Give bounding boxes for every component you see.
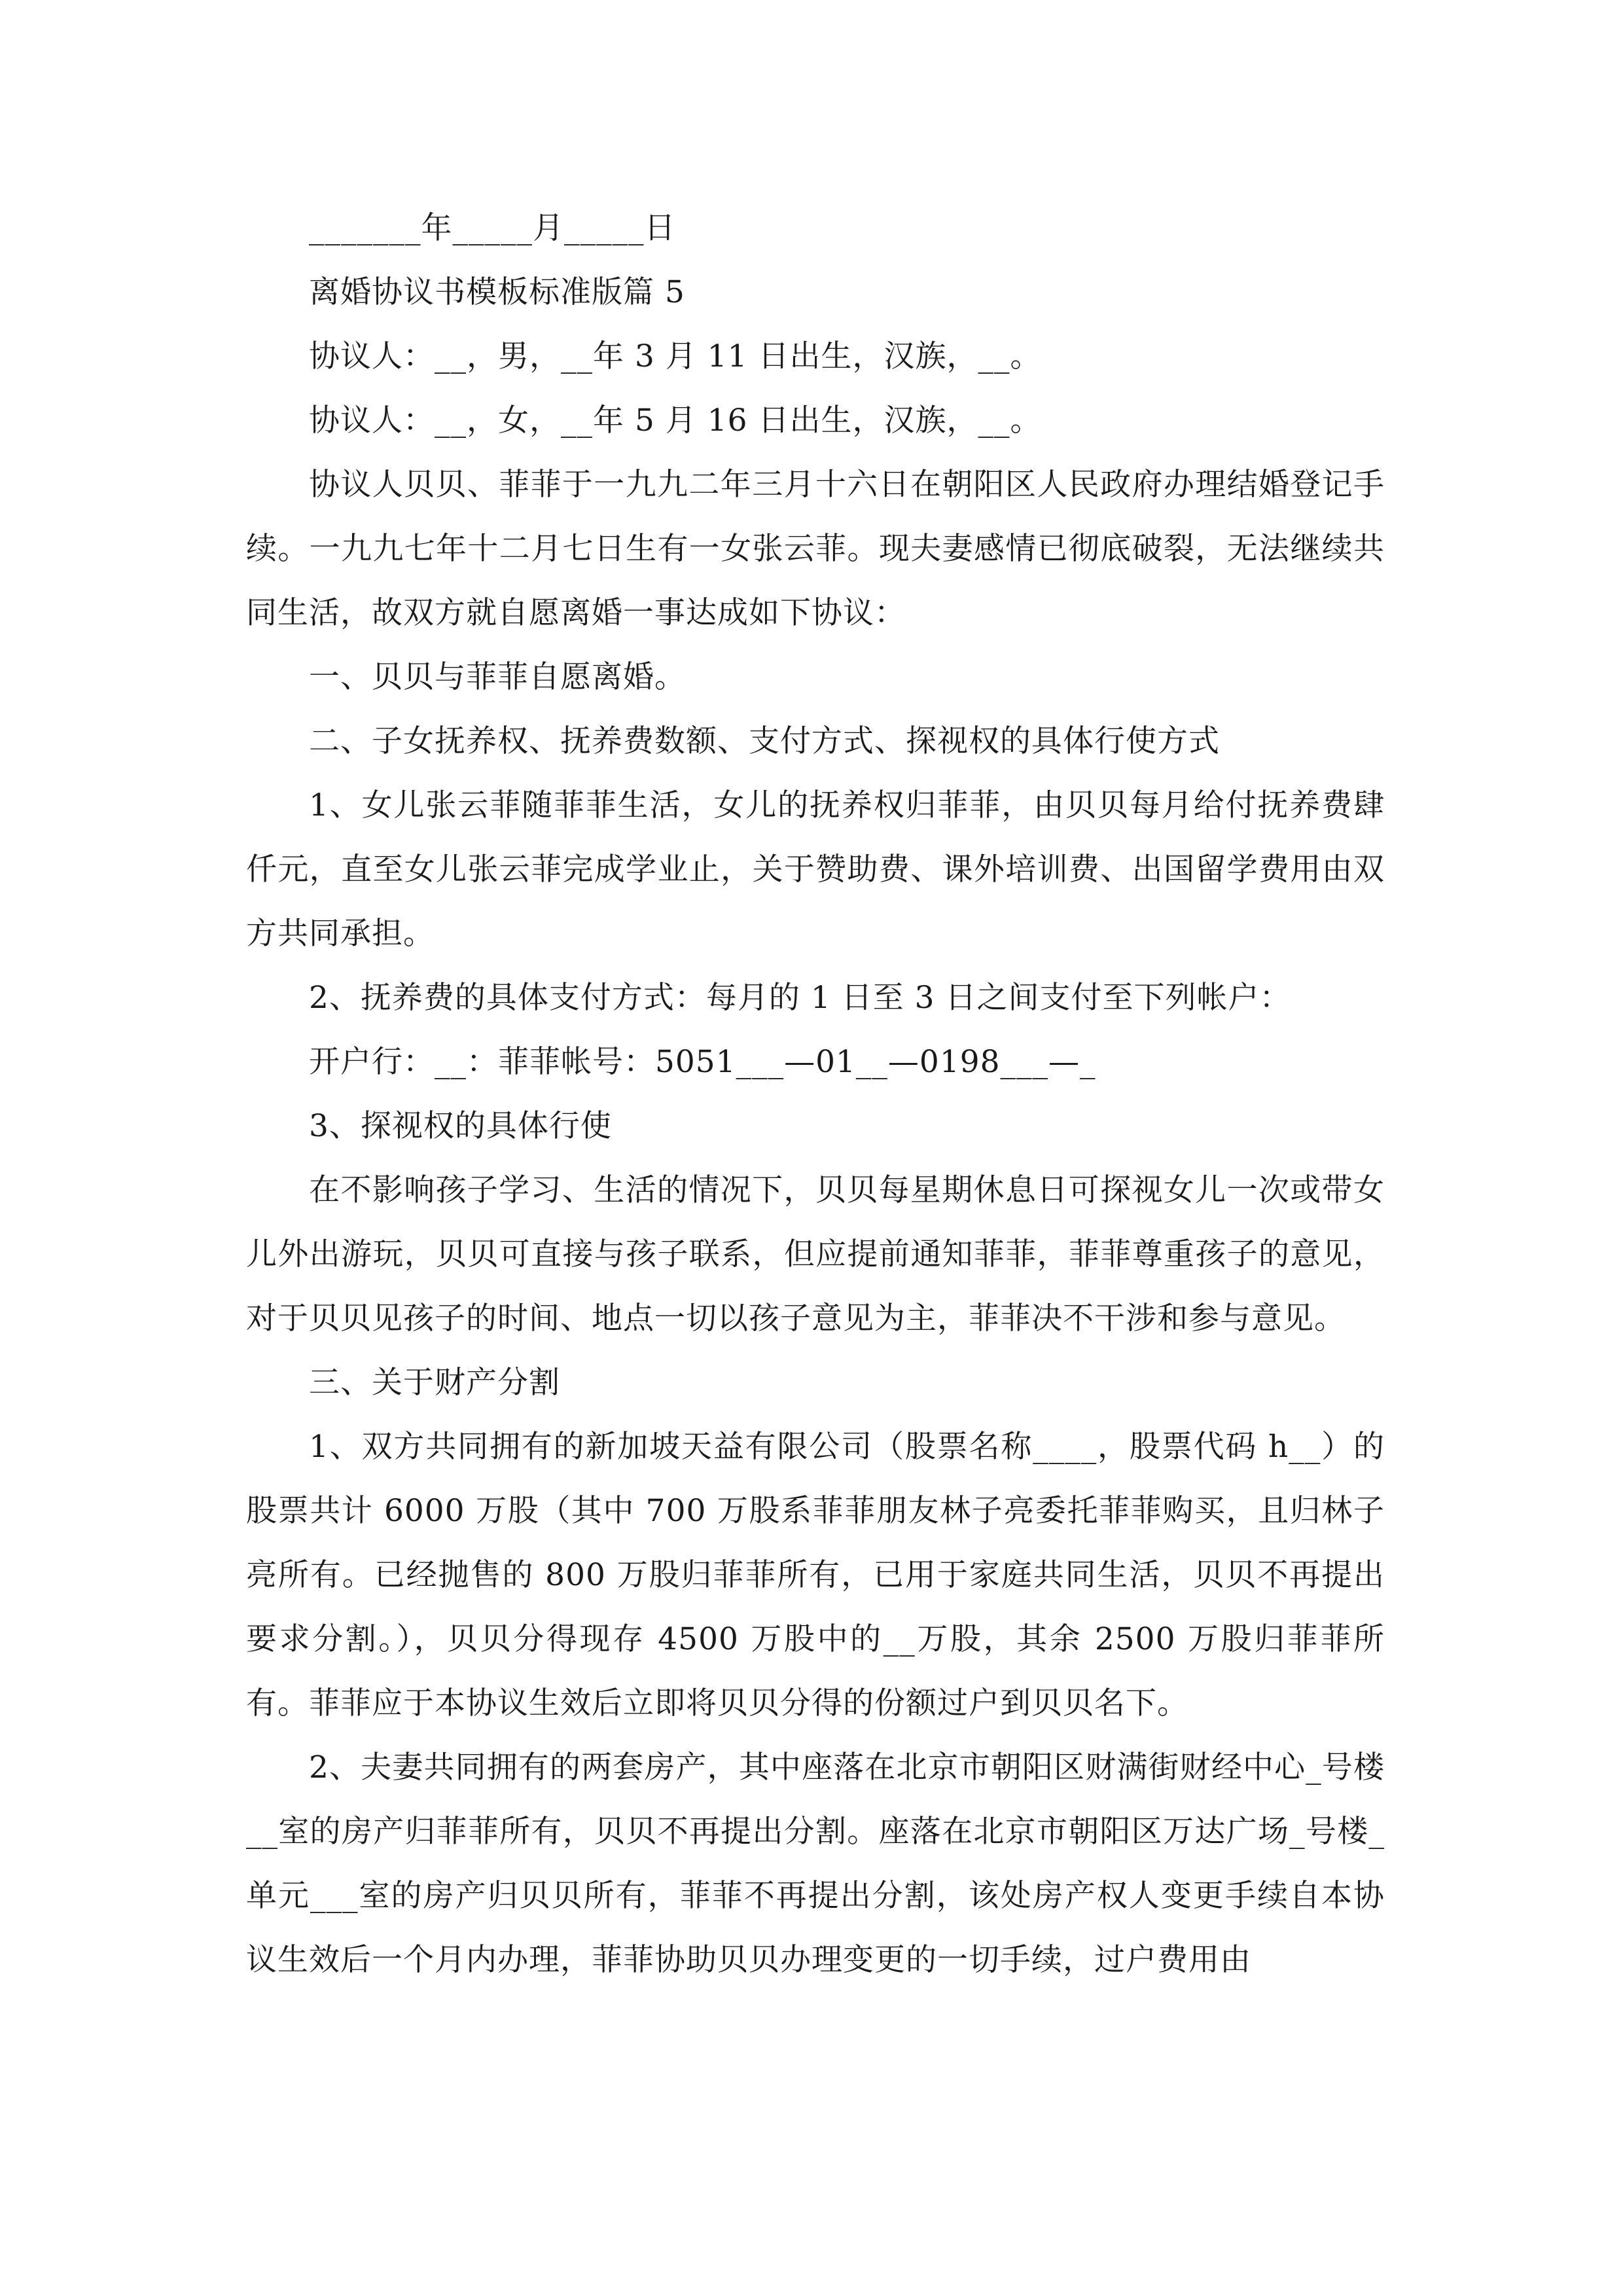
clause-3-1-paragraph: 1、双方共同拥有的新加坡天益有限公司（股票名称____，股票代码 h__）的股票共计 6000 万股（其中 700 万股系菲菲朋友林子亮委托菲菲购买，且归林子亮所有。已经抛售的 800 万股归菲菲所有，已用于家庭共同生活，贝贝不再提出要求分割。），贝贝分得现存 4500 万股中的__万股，其余 2500 万股归菲菲所有。菲菲应于本协议生效后立即将贝贝分得的份额过户到贝贝名下。 <box>246 1429 1385 1721</box>
clause-2-2-paragraph: 2、抚养费的具体支付方式：每月的 1 日至 3 日之间支付至下列帐户： <box>309 980 1291 1016</box>
clause-2-3-heading: 3、探视权的具体行使 <box>309 1108 612 1144</box>
party-1-line: 协议人：__，男，__年 3 月 11 日出生，汉族，__。 <box>309 338 1042 374</box>
date-line: _______年_____月_____日 <box>309 210 676 246</box>
visitation-paragraph: 在不影响孩子学习、生活的情况下，贝贝每星期休息日可探视女儿一次或带女儿外出游玩，贝贝可直接与孩子联系，但应提前通知菲菲，菲菲尊重孩子的意见，对于贝贝见孩子的时间、地点一切以孩子意见为主，菲菲决不干涉和参与意见。 <box>246 1172 1385 1336</box>
intro-paragraph: 协议人贝贝、菲菲于一九九二年三月十六日在朝阳区人民政府办理结婚登记手续。一九九七年十二月七日生有一女张云菲。现夫妻感情已彻底破裂，无法继续共同生活，故双方就自愿离婚一事达成如下协议： <box>246 467 1385 631</box>
clause-1-heading: 一、贝贝与菲菲自愿离婚。 <box>309 659 686 695</box>
clause-2-1-paragraph: 1、女儿张云菲随菲菲生活，女儿的抚养权归菲菲，由贝贝每月给付抚养费肆仟元，直至女儿张云菲完成学业止，关于赞助费、课外培训费、出国留学费用由双方共同承担。 <box>246 787 1385 952</box>
clause-2-heading: 二、子女抚养权、抚养费数额、支付方式、探视权的具体行使方式 <box>309 723 1220 759</box>
clause-3-heading: 三、关于财产分割 <box>309 1365 560 1401</box>
account-line: 开户行：__：菲菲帐号：5051___—01__—0198___—_ <box>309 1044 1096 1080</box>
party-2-line: 协议人：__，女，__年 5 月 16 日出生，汉族，__。 <box>309 403 1042 439</box>
document-body <box>246 196 1385 1992</box>
document-title: 离婚协议书模板标准版篇 5 <box>309 274 685 310</box>
clause-3-2-paragraph: 2、夫妻共同拥有的两套房产，其中座落在北京市朝阳区财满街财经中心_号楼__室的房产归菲菲所有，贝贝不再提出分割。座落在北京市朝阳区万达广场_号楼_单元___室的房产归贝贝所有，菲菲不再提出分割，该处房产权人变更手续自本协议生效后一个月内办理，菲菲协助贝贝办理变更的一切手续，过户费用由 <box>246 1749 1385 1978</box>
